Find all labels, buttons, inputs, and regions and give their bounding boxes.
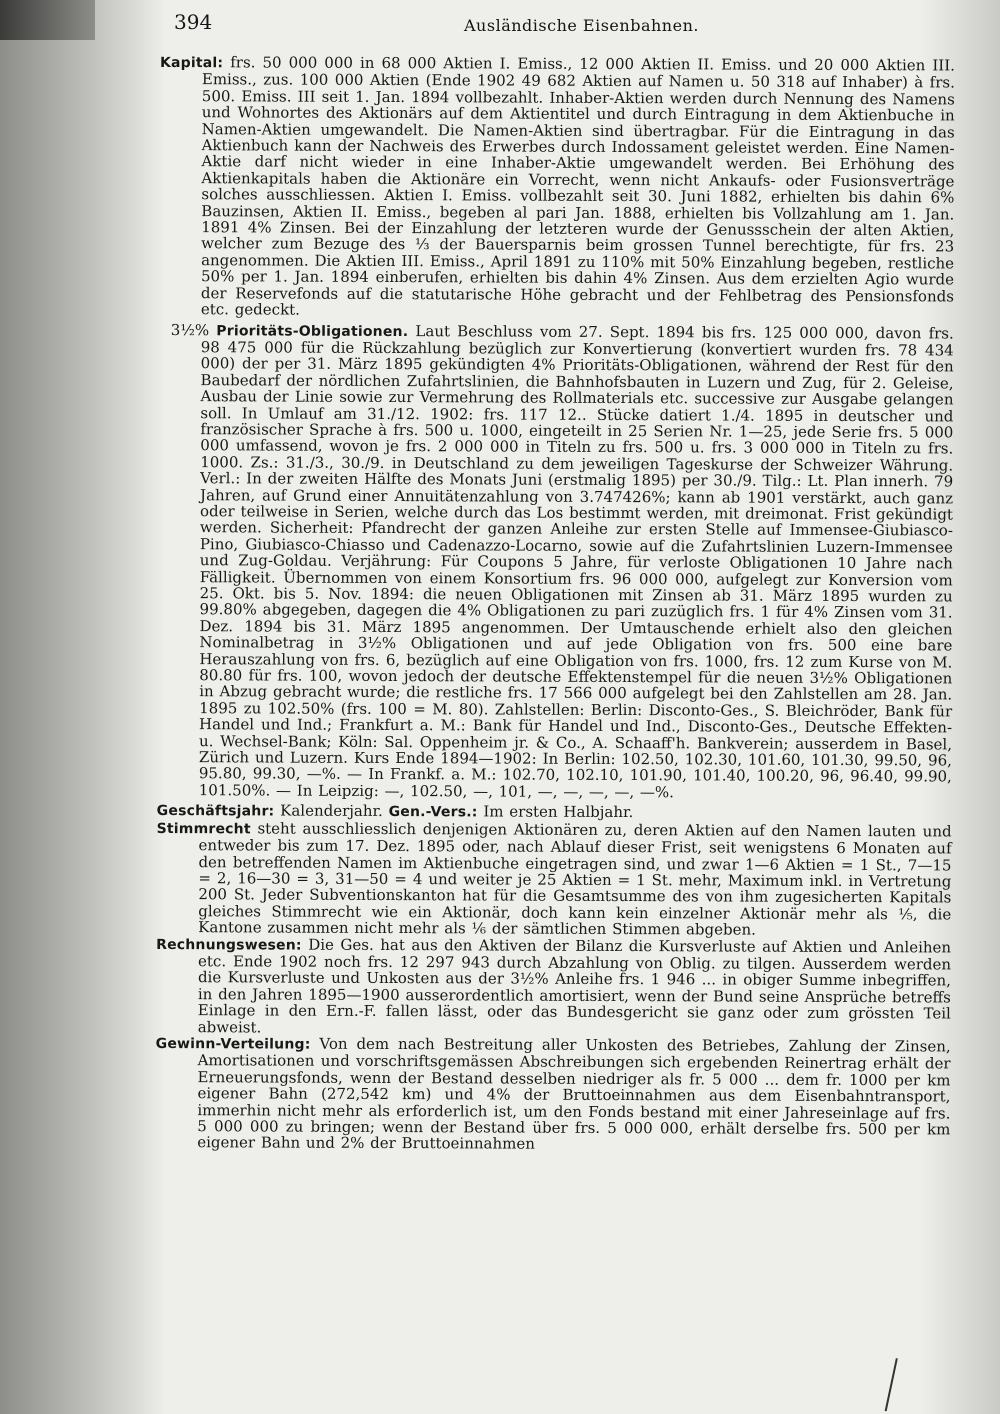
running-title: Ausländische Eisenbahnen. — [464, 16, 699, 35]
section-label-geschaeftsjahr: Geschäftsjahr: — [156, 803, 275, 820]
section-label-kapital: Kapital: — [159, 54, 224, 72]
section-text-gen-vers: Im ersten Halbjahr. — [483, 802, 634, 822]
section-label-stimmrecht: Stimmrecht — [156, 820, 251, 838]
pen-mark — [885, 1358, 920, 1414]
binding-shadow-left — [0, 0, 165, 1414]
page-body — [155, 54, 955, 1154]
interest-rate-prefix: 3½% — [170, 320, 210, 339]
section-text-geschaeftsjahr: Kalenderjahr. — [280, 801, 383, 821]
section-prioritaets — [157, 321, 954, 801]
section-kapital — [159, 54, 955, 321]
scan-edge-dark — [0, 0, 95, 40]
section-gewinn-verteilung — [155, 1035, 950, 1154]
section-text-kapital: frs. 50 000 000 in 68 000 Aktien I. Emiss., 12 000 Aktien II. Emiss. und 20 000 Aktien III. Emiss., zus. 100 000 Aktien (Ende 1902 49 682 Aktien auf Namen u. 50 318 auf Inhaber) à frs. 500. Emiss. III seit 1. Jan. 1894 vollbezahlt. Inhaber-Aktien werden durch Nennung des Namens und Wohnortes des Aktionärs auf dem Aktientitel und durch Eintragung in dem Aktienbuche in Namen-Aktien umgewandelt. Die Namen-Aktien sind übertragbar. Für die Eintragung in das Aktienbuch kann der Nachweis des Erwerbes durch Indossament geleistet werden. Eine Namen-Aktie darf nicht wieder in eine Inhaber-Aktie umgewandelt werden. Bei Erhöhung des Aktienkapitals haben die Aktionäre ein Vorrecht, wenn nicht Ankaufs- oder Fusionsverträge solches ausschliessen. Aktien I. Emiss. vollbezahlt seit 30. Juni 1882, erhielten bis dahin 6% Bauzinsen, Aktien II. Emiss., begeben al pari Jan. 1888, erhielten bis Vollzahlung am 1. Jan. 1891 4% Zinsen. Bei der Einzahlung der letzteren wurde der Genussschein der alten Aktien, welcher zum Bezuge des ⅓ der Bauersparnis beim grossen Tunnel berechtigte, für frs. 23 angenommen. Die Aktien III. Emiss., April 1891 zu 110% mit 50% Einzahlung begeben, restliche 50% per 1. Jan. 1894 einberufen, erhielten bis dahin 4% Zinsen. Aus dem erzielten Agio wurde der Reservefonds auf die statutarische Höhe gebracht und der Fehlbetrag des Pensionsfonds etc. gedeckt. — [200, 53, 955, 319]
page-header — [174, 6, 954, 36]
section-label-gen-vers: Gen.-Vers.: — [388, 804, 478, 821]
section-text-stimmrecht: steht ausschliesslich denjenigen Aktionären zu, deren Aktien auf den Namen lauten und entweder bis zum 17. Dez. 1895 oder, nach Ablauf dieser Frist, seit wenigstens 6 Monaten auf den betreffenden Namen im Aktienbuche eingetragen sind, und zwar 1—6 Aktien = 1 St., 7—15 = 2, 16—30 = 3, 31—50 = 4 und weiter je 25 Aktien = 1 St. mehr, Maximum inkl. in Vertretung 200 St. Jeder Subventionskanton hat für die Gesamtsumme des von ihm zugesicherten Kapitals gleiches Stimmrecht wie ein Aktionär, doch kann kein einzelner Aktionär mehr als ⅕, die Kantone zusammen nicht mehr als ⅙ der sämtlichen Stimmen abgeben. — [198, 819, 952, 939]
section-text-prioritaets: Laut Beschluss vom 27. Sept. 1894 bis frs. 125 000 000, davon frs. 98 475 000 für die Rückzahlung bezüglich zur Konvertierung (konvertiert wurden frs. 78 434 000) der per 31. März 1895 gekündigten 4% Prioritäts-Obligationen, während der Rest für den Baubedarf der nördlichen Zufahrtslinien, die Bahnhofsbauten in Luzern und Zug, für 2. Geleise, Ausbau der Linie sowie zur Vermehrung des Rollmaterials etc. successive zur Ausgabe gelangen soll. In Umlauf am 31./12. 1902: frs. 117 12.. Stücke datiert 1./4. 1895 in deutscher und französischer Sprache à frs. 500 u. 1000, eingeteilt in 25 Serien Nr. 1—25, jede Serie frs. 5 000 000 umfassend, wovon je frs. 2 000 000 in Titeln zu frs. 500 u. frs. 3 000 000 in Titeln zu frs. 1000. Zs.: 31./3., 30./9. in Deutschland zu dem jeweiligen Tageskurse der Schweizer Währung. Verl.: In der zweiten Hälfte des Monats Juni (erstmalig 1895) per 30./9. Tilg.: Lt. Plan innerh. 79 Jahren, auf Grund einer Annuitätenzahlung von 3.747426%; kann ab 1901 verstärkt, auch ganz oder teilweise in Serien, welche durch das Los bestimmt werden, mit dreimonat. Frist gekündigt werden. Sicherheit: Pfandrecht der ganzen Anleihe zur ersten Stelle auf Immensee-Giubiasco-Pino, Giubiasco-Chiasso und Cadenazzo-Locarno, sowie auf die Zufahrtslinien Luzern-Immensee und Zug-Goldau. Verjährung: Für Coupons 5 Jahre, für verloste Obligationen 10 Jahre nach Fälligkeit. Übernommen von einem Konsortium frs. 96 000 000, aufgelegt zur Konversion vom 25. Okt. bis 5. Nov. 1894: die neuen Obligationen mit Zinsen ab 31. März 1895 wurden zu 99.80% abgegeben, dagegen die 4% Obligationen zu pari zuzüglich frs. 1 für 4% Zinsen vom 31. Dez. 1894 bis 31. März 1895 angenommen. Der Umtauschende erhielt also den gleichen Nominalbetrag in 3½% Obligationen und auf jede Obligation von frs. 500 eine bare Herauszahlung von frs. 6, bezüglich auf eine Obligation von frs. 1000, frs. 12 zum Kurse von M. 80.80 für frs. 100, wovon jedoch der deutsche Effektenstempel für die neuen 3½% Obligationen in Abzug gebracht wurde; die restliche frs. 17 566 000 aufgelegt bei den Zahlstellen am 28. Jan. 1895 zu 102.50% (frs. 100 = M. 80). Zahlstellen: Berlin: Disconto-Ges., S. Bleichröder, Bank für Handel und Ind.; Frankfurt a. M.: Bank für Handel und Ind., Disconto-Ges., Deutsche Effekten- u. Wechsel-Bank; Köln: Sal. Oppenheim jr. & Co., A. Schaaff'h. Bankverein; ausserdem in Basel, Zürich und Luzern. Kurs Ende 1894—1902: In Berlin: 102.50, 102.30, 101.60, 101.30, 99.50, 96, 95.80, 99.30, —%. — In Frankf. a. M.: 102.70, 102.10, 101.90, 101.40, 100.20, 96, 96.40, 99.90, 101.50%. — In Leipzig: —, 102.50, —, 101, —, —, —, —, —%. — [198, 321, 954, 802]
section-label-prioritaets: Prioritäts-Obligationen. — [216, 322, 409, 340]
section-stimmrecht — [156, 820, 951, 939]
page-number: 394 — [174, 10, 213, 34]
section-text-rechnungswesen: Die Ges. hat aus den Aktiven der Bilanz die Kursverluste auf Aktien und Anleihen etc. Ende 1902 noch frs. 12 297 943 durch Abzahlung von Oblig. zu tilgen. Ausserdem werden die Kursverluste und Unkosten aus der 3½% Anleihe frs. 1 946 ... in obiger Summe inbegriffen, in den Jahren 1895—1900 ausserordentlich amortisiert, wenn der Bund seine Ansprüche betreffs Einlage in den Ern.-F. fallen lässt, oder das Bundesgericht sie ganz oder zum grössten Teil abweist. — [197, 935, 952, 1037]
section-label-gewinn: Gewinn-Verteilung: — [155, 1035, 311, 1053]
section-rechnungswesen — [156, 936, 951, 1039]
section-label-rechnungswesen: Rechnungswesen: — [156, 936, 302, 954]
section-text-gewinn: Von dem nach Bestreitung aller Unkosten des Betriebes, Zahlung der Zinsen, Amortisationen und vorschriftsgemässen Abschreibungen sich ergebenden Reinertrag erhält der Erneuerungsfonds, wenn der Bestand desselben niedriger als fr. 5 000 ... dem fr. 1000 per km eigener Bahn (272,542 km) und 4% der Bruttoeinnahmen aus dem Eisenbahntransport, immerhin nicht mehr als erforderlich ist, um den Fonds bestand mit einer Jahreseinlage auf frs. 5 000 000 zu bringen; wenn der Bestand über frs. 5 000 000, erhält derselbe frs. 500 per km eigener Bahn und 2% der Bruttoeinnahmen — [197, 1034, 951, 1154]
